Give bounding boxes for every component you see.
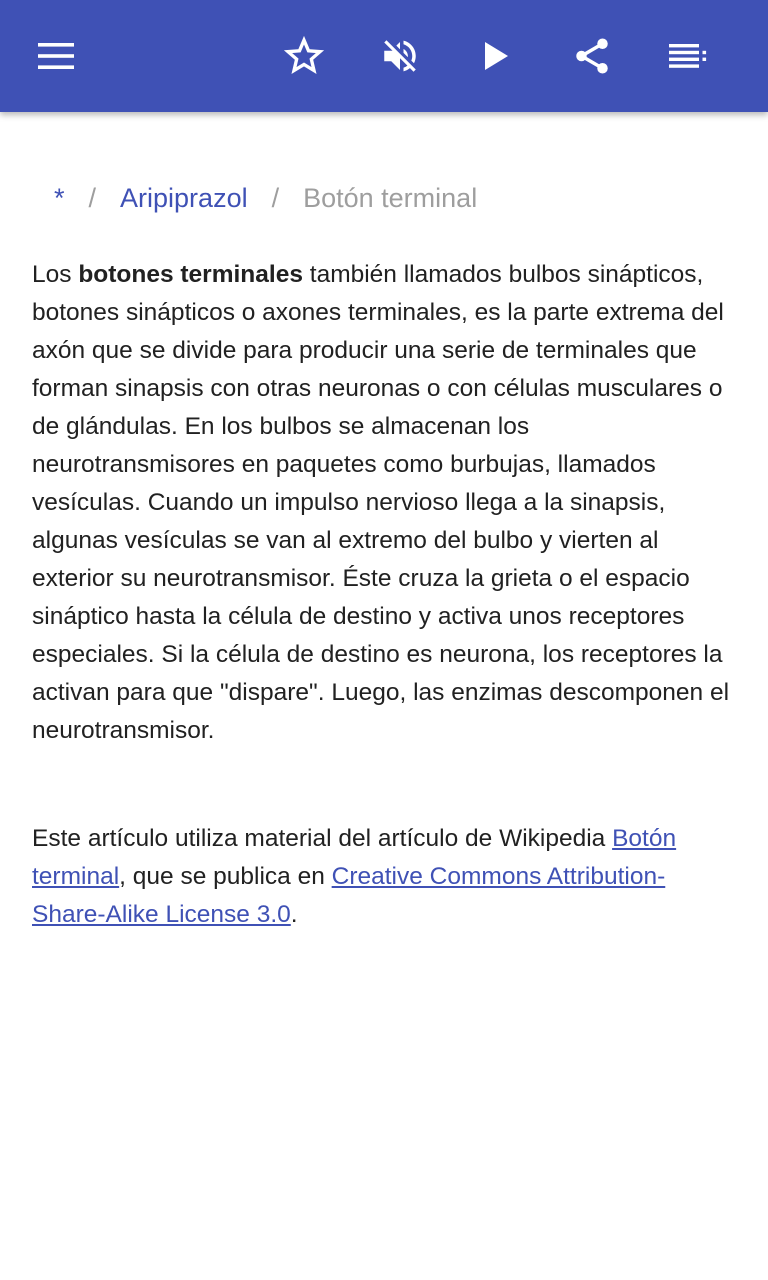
breadcrumb-home-link[interactable]: *	[54, 182, 65, 213]
breadcrumb-separator: /	[271, 182, 280, 213]
play-icon[interactable]	[468, 28, 524, 84]
wikipedia-article-link[interactable]: Botón terminal	[32, 825, 677, 890]
attribution-text: .	[290, 901, 298, 928]
attribution-text: Este artículo utiliza material del artículo de Wikipedia	[32, 825, 613, 852]
article-paragraph	[32, 256, 738, 750]
breadcrumb-separator: /	[88, 182, 97, 213]
article-term-bold: botones terminales	[78, 261, 303, 288]
article-text: Los	[32, 261, 79, 288]
license-link[interactable]: Creative Commons Attribution-Share-Alike License 3.0	[32, 863, 666, 928]
article-content	[32, 256, 738, 934]
attribution-text: , que se publica en	[119, 863, 332, 890]
playlist-icon[interactable]	[660, 28, 716, 84]
volume-off-icon[interactable]	[372, 28, 428, 84]
hamburger-menu-icon[interactable]	[28, 28, 84, 84]
star-outline-icon[interactable]	[276, 28, 332, 84]
article-text: también llamados bulbos sinápticos, botones sinápticos o axones terminales, es la parte extrema del axón que se divide para producir una serie de terminales que forman sinapsis con otras neuronas o con células musculares o de glándulas. En los bulbos se almacenan los neurotransmisores en paquetes como burbujas, llamados vesículas. Cuando un impulso nervioso llega a la sinapsis, algunas vesículas se van al extremo del bulbo y vierten al exterior su neurotransmisor. Éste cruza la grieta o el espacio sináptico hasta la célula de destino y activa unos receptores especiales. Si la célula de destino es neurona, los receptores la activan para que "dispare". Luego, las enzimas descomponen el neurotransmisor.	[32, 261, 730, 744]
attribution-paragraph	[32, 820, 738, 934]
breadcrumb-current: Botón terminal	[303, 182, 478, 213]
breadcrumb-parent-link[interactable]: Aripiprazol	[120, 182, 248, 213]
app-bar	[0, 0, 768, 112]
share-icon[interactable]	[564, 28, 620, 84]
breadcrumb	[32, 176, 477, 220]
